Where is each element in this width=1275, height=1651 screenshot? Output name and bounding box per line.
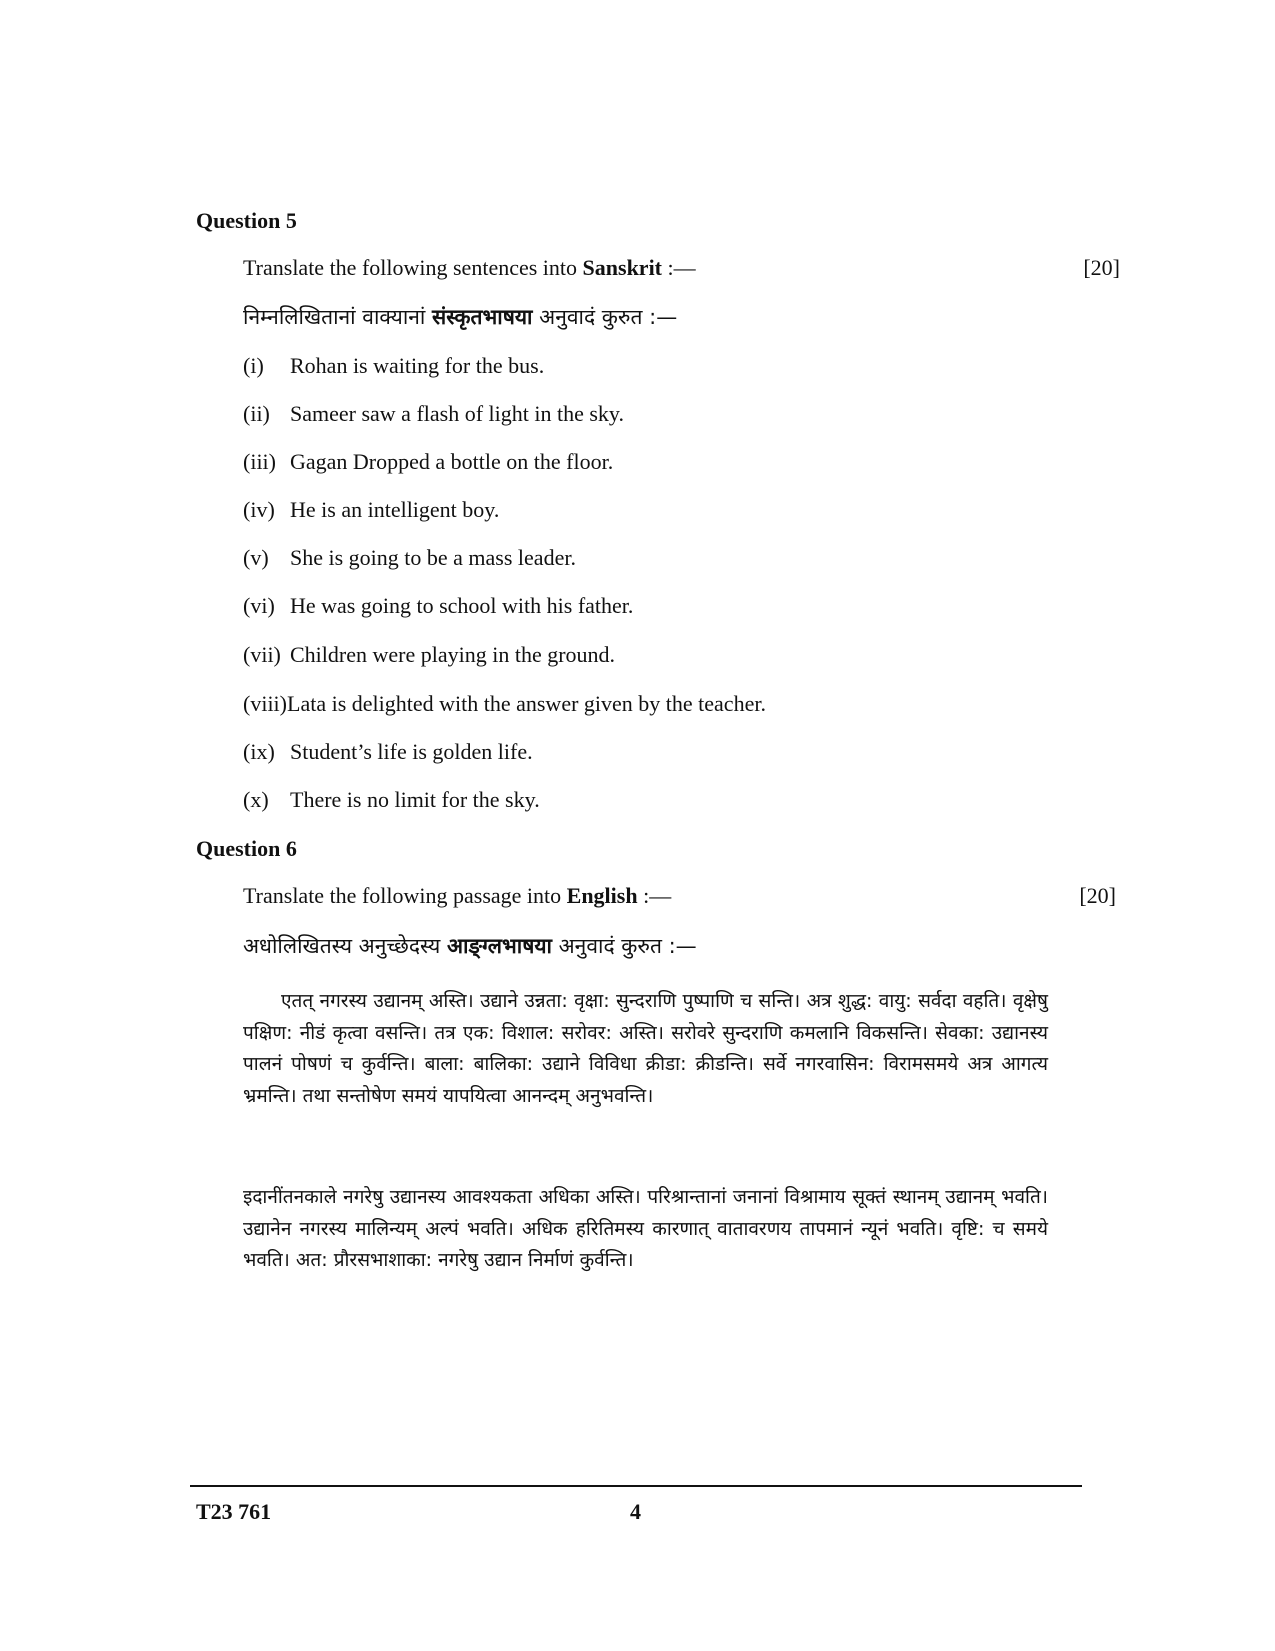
list-item — [243, 593, 633, 619]
list-item — [243, 401, 624, 427]
question-6-heading: Question 6 — [196, 836, 297, 861]
item-number: (ix) — [243, 739, 275, 764]
question-5-sanskrit-instruction — [243, 303, 677, 331]
instruction-language: Sanskrit — [582, 255, 663, 280]
question-5-marks: [20] — [1083, 255, 1120, 280]
item-number: (i) — [243, 353, 264, 378]
sanskrit-instruction-suffix: अनुवादं कुरुत :— — [551, 934, 697, 958]
item-number: (iii) — [243, 449, 276, 474]
list-item — [243, 353, 544, 379]
passage-paragraph-2: इदानींतनकाले नगरेषु उद्यानस्य आवश्यकता अधिका अस्ति। परिश्रान्तानां जनानां विश्रामाय सूक्तं स्थानम् उद्यानम् भवति। उद्यानेन नगरस्य मालिन्यम् अल्पं भवति। अधिक हरितिमस्य कारणात् वातावरणय तापमानं न्यूनं भवति। वृष्टि: च समये भवति। अत: प्रौरसभाशाका: नगरेषु उद्यान निर्माणं कुर्वन्ति। — [243, 1186, 1048, 1271]
question-6-marks: [20] — [1079, 883, 1116, 908]
sanskrit-instruction-language: आङ्ग्लभाषया — [447, 934, 552, 958]
list-item — [243, 739, 533, 765]
item-text: Gagan Dropped a bottle on the floor. — [290, 449, 614, 474]
sanskrit-instruction-language: संस्कृतभाषया — [432, 305, 533, 329]
item-number: (viii) — [243, 691, 287, 716]
instruction-suffix: :— — [637, 883, 672, 908]
page-number: 4 — [630, 1499, 641, 1524]
item-text: Student’s life is golden life. — [290, 739, 533, 764]
list-item — [243, 691, 766, 717]
item-number: (vii) — [243, 642, 281, 667]
item-text: He is an intelligent boy. — [290, 497, 500, 522]
item-number: (v) — [243, 545, 269, 570]
item-text: She is going to be a mass leader. — [290, 545, 576, 570]
item-number: (iv) — [243, 497, 275, 522]
question-5-instruction — [243, 255, 1120, 281]
instruction-text: Translate the following sentences into — [243, 255, 583, 280]
item-number: (vi) — [243, 593, 275, 618]
item-number: (ii) — [243, 401, 270, 426]
question-6-instruction — [243, 883, 1116, 909]
instruction-suffix: :— — [662, 255, 696, 280]
instruction-text: Translate the following passage into — [243, 883, 567, 908]
item-text: Sameer saw a flash of light in the sky. — [290, 401, 624, 426]
item-text: He was going to school with his father. — [290, 593, 634, 618]
list-item — [243, 449, 613, 475]
sanskrit-instruction-text: अधोलिखितस्य अनुच्छेदस्य — [243, 934, 448, 958]
list-item — [243, 642, 615, 668]
list-item — [243, 497, 499, 523]
item-text: Children were playing in the ground. — [290, 642, 616, 667]
sanskrit-instruction-text: निम्नलिखितानां वाक्यानां — [243, 305, 433, 329]
list-item — [243, 787, 540, 813]
paper-code: T23 761 — [196, 1499, 272, 1524]
footer-divider — [190, 1485, 1082, 1487]
item-text: There is no limit for the sky. — [290, 787, 540, 812]
instruction-language: English — [566, 883, 638, 908]
item-number: (x) — [243, 787, 269, 812]
item-text: Rohan is waiting for the bus. — [290, 353, 545, 378]
question-5-heading: Question 5 — [196, 208, 297, 233]
question-6-sanskrit-instruction — [243, 932, 697, 960]
passage-paragraph-1: एतत् नगरस्य उद्यानम् अस्ति। उद्याने उन्नता: वृक्षा: सुन्दराणि पुष्पाणि च सन्ति। अत्र शुद्ध: वायु: सर्वदा वहति। वृक्षेषु पक्षिण: नीडं कृत्वा वसन्ति। तत्र एक: विशाल: सरोवर: अस्ति। सरोवरे सुन्दराणि कमलानि विकसन्ति। सेवका: उद्यानस्य पालनं पोषणं च कुर्वन्ति। बाला: बालिका: उद्याने विविधा क्रीडा: क्रीडन्ति। सर्वे नगरवासिन: विरामसमये अत्र आगत्य भ्रमन्ति। तथा सन्तोषेण समयं यापयित्वा आनन्दम् अनुभवन्ति। — [243, 990, 1048, 1107]
sanskrit-instruction-suffix: अनुवादं कुरुत :— — [532, 305, 678, 329]
item-text: Lata is delighted with the answer given by the teacher. — [287, 691, 766, 716]
list-item — [243, 545, 576, 571]
